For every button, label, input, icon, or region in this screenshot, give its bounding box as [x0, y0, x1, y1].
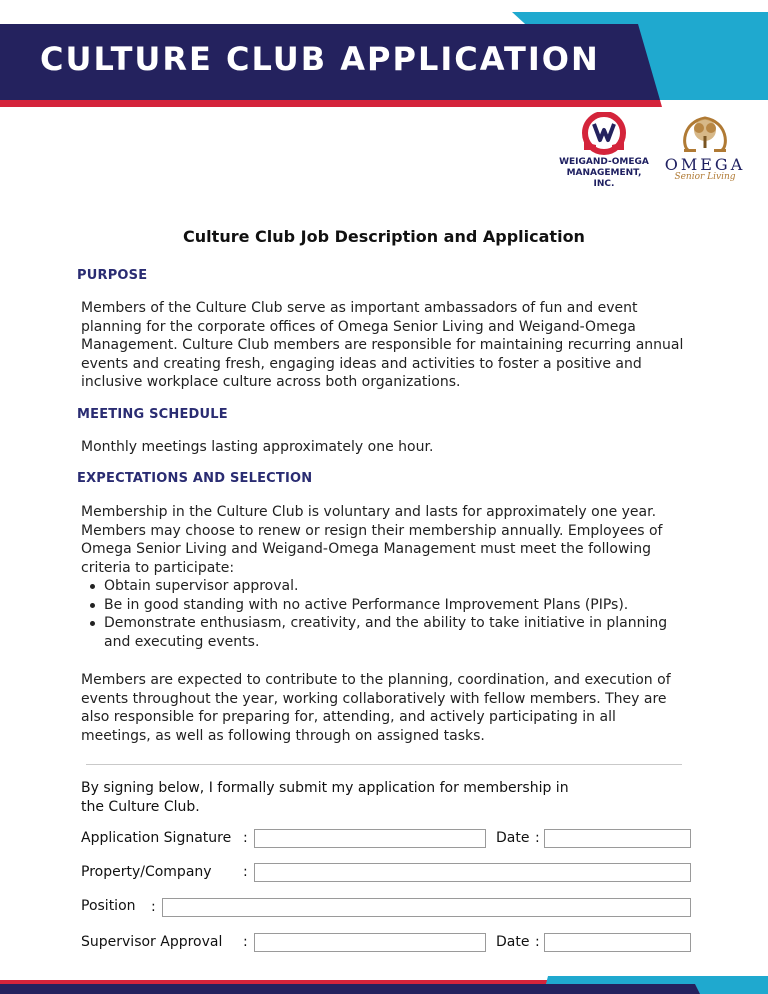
footer-banner [0, 976, 768, 994]
supervisor-date-separator: : [535, 934, 540, 950]
page-title: CULTURE CLUB APPLICATION [40, 40, 600, 78]
criteria-item: Demonstrate enthusiasm, creativity, and the ability to take initiative in planning and executing events. [81, 614, 686, 651]
supervisor-date-label: Date [496, 934, 530, 950]
date-field[interactable] [544, 829, 691, 848]
signature-separator: : [243, 830, 248, 846]
position-field[interactable] [162, 898, 691, 917]
position-separator: : [151, 899, 156, 915]
document-heading: Culture Club Job Description and Application [183, 227, 585, 246]
criteria-item: Be in good standing with no active Performance Improvement Plans (PIPs). [81, 596, 686, 615]
meeting-schedule-heading: MEETING SCHEDULE [77, 407, 228, 422]
supervisor-separator: : [243, 934, 248, 950]
property-label: Property/Company [81, 864, 212, 880]
weigand-omega-logo [556, 112, 652, 188]
property-field[interactable] [254, 863, 691, 882]
position-label: Position [81, 898, 136, 914]
property-separator: : [243, 864, 248, 880]
purpose-heading: PURPOSE [77, 268, 148, 283]
supervisor-label: Supervisor Approval [81, 934, 223, 950]
criteria-list [81, 577, 686, 651]
omega-logo-word: OMEGA [664, 155, 746, 174]
criteria-item: Obtain supervisor approval. [81, 577, 686, 596]
date-label: Date [496, 830, 530, 846]
responsibilities-text: Members are expected to contribute to the planning, coordination, and execution of events throughout the year, working collaboratively with fellow members. They are also responsible for preparing for, attending, and actively participating in all meetings, as well as following through on assigned tasks. [81, 672, 671, 744]
purpose-text: Members of the Culture Club serve as important ambassadors of fun and event planning for the corporate offices of Omega Senior Living and Weigand-Omega Management. Culture Club members are responsible for maintaining recurring annual events and creating fresh, engaging ideas and activities to foster a positive and inclusive workplace culture across both organizations. [81, 300, 684, 390]
supervisor-field[interactable] [254, 933, 486, 952]
weigand-logo-line1: WEIGAND-OMEGA [559, 157, 649, 167]
signature-field[interactable] [254, 829, 486, 848]
omega-tree-icon [660, 112, 750, 154]
expectations-heading: EXPECTATIONS AND SELECTION [77, 471, 313, 486]
signature-label: Application Signature [81, 830, 232, 846]
weigand-logo-line2: MANAGEMENT, INC. [566, 168, 642, 189]
submission-statement: By signing below, I formally submit my application for membership in the Culture Club. [81, 780, 569, 815]
weigand-omega-emblem-icon [556, 112, 652, 156]
supervisor-date-field[interactable] [544, 933, 691, 952]
omega-senior-living-logo [660, 112, 750, 188]
section-divider [86, 764, 682, 765]
meeting-schedule-text: Monthly meetings lasting approximately one hour. [81, 439, 434, 455]
date-separator: : [535, 830, 540, 846]
omega-logo-subtitle: Senior Living [674, 172, 736, 182]
expectations-intro: Membership in the Culture Club is voluntary and lasts for approximately one year. Members may choose to renew or resign their membership annually. Employees of Omega Senior Living and Weigand-Omega Management must meet the following criteria to participate: [81, 504, 663, 576]
